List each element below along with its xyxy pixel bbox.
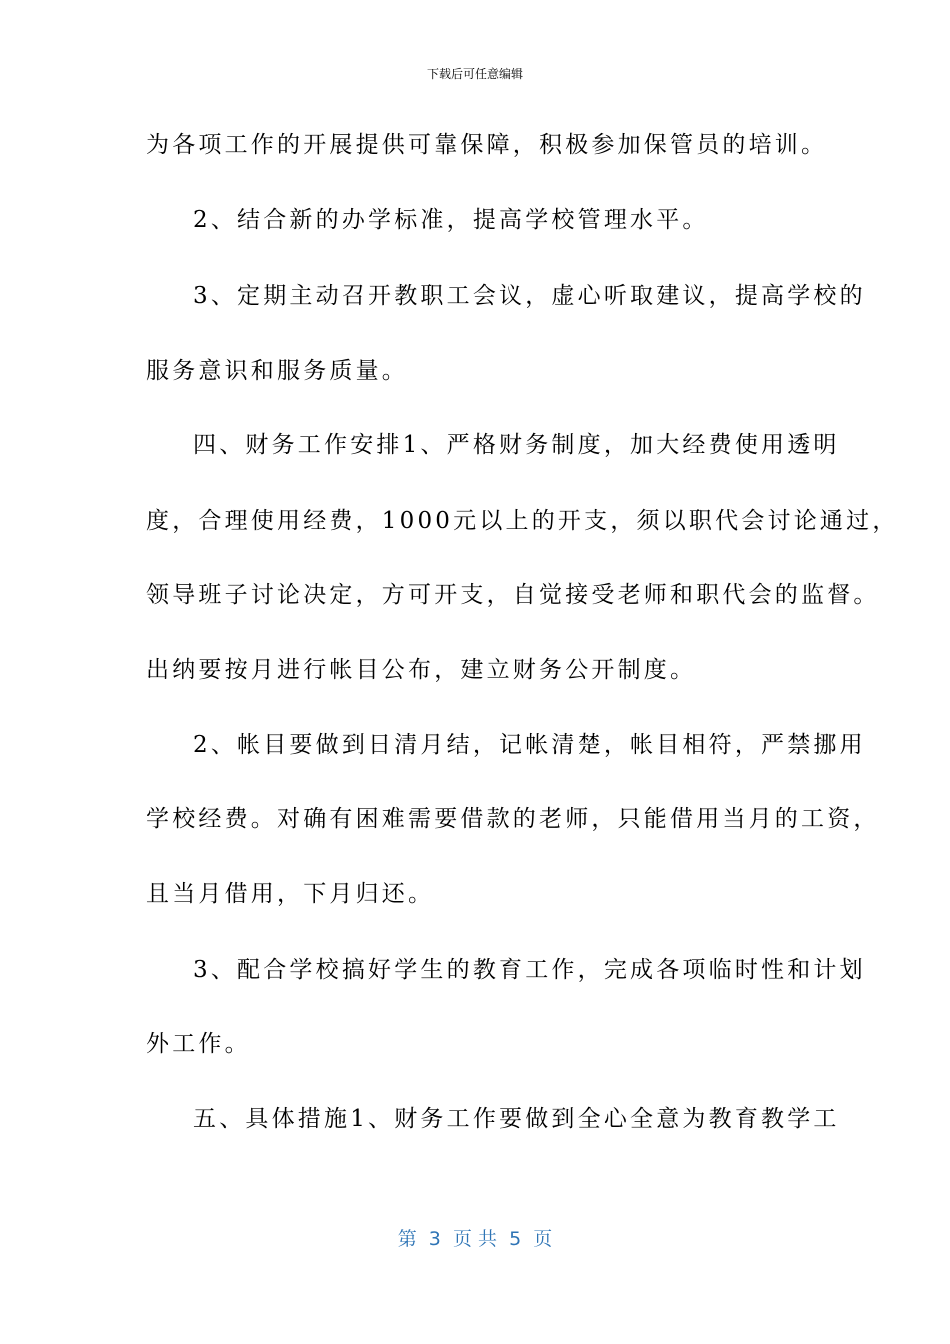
body-line: 外工作。 [146,1031,251,1057]
body-line: 领导班子讨论决定，方可开支，自觉接受老师和职代会的监督。 [146,582,880,608]
page-number-footer: 第 3 页 共 5 页 [397,1228,553,1250]
body-line: 2、帐目要做到日清月结，记帐清楚，帐目相符，严禁挪用 [193,732,866,758]
page-header: 下载后可任意编辑 [426,67,523,81]
body-line: 度，合理使用经费，1000元以上的开支，须以职代会讨论通过， [146,508,899,534]
body-line: 五、具体措施1、财务工作要做到全心全意为教育教学工 [193,1106,840,1132]
body-line: 四、财务工作安排1、严格财务制度，加大经费使用透明 [193,432,840,458]
body-line: 学校经费。对确有困难需要借款的老师，只能借用当月的工资， [146,806,880,832]
body-line: 出纳要按月进行帐目公布，建立财务公开制度。 [146,657,697,683]
body-line: 为各项工作的开展提供可靠保障，积极参加保管员的培训。 [146,132,828,158]
body-line: 且当月借用，下月归还。 [146,881,435,907]
body-line: 2、结合新的办学标准，提高学校管理水平。 [193,207,709,233]
body-line: 3、定期主动召开教职工会议，虚心听取建议，提高学校的 [193,283,866,309]
body-line: 3、配合学校搞好学生的教育工作，完成各项临时性和计划 [193,957,866,983]
body-line: 服务意识和服务质量。 [146,358,408,384]
